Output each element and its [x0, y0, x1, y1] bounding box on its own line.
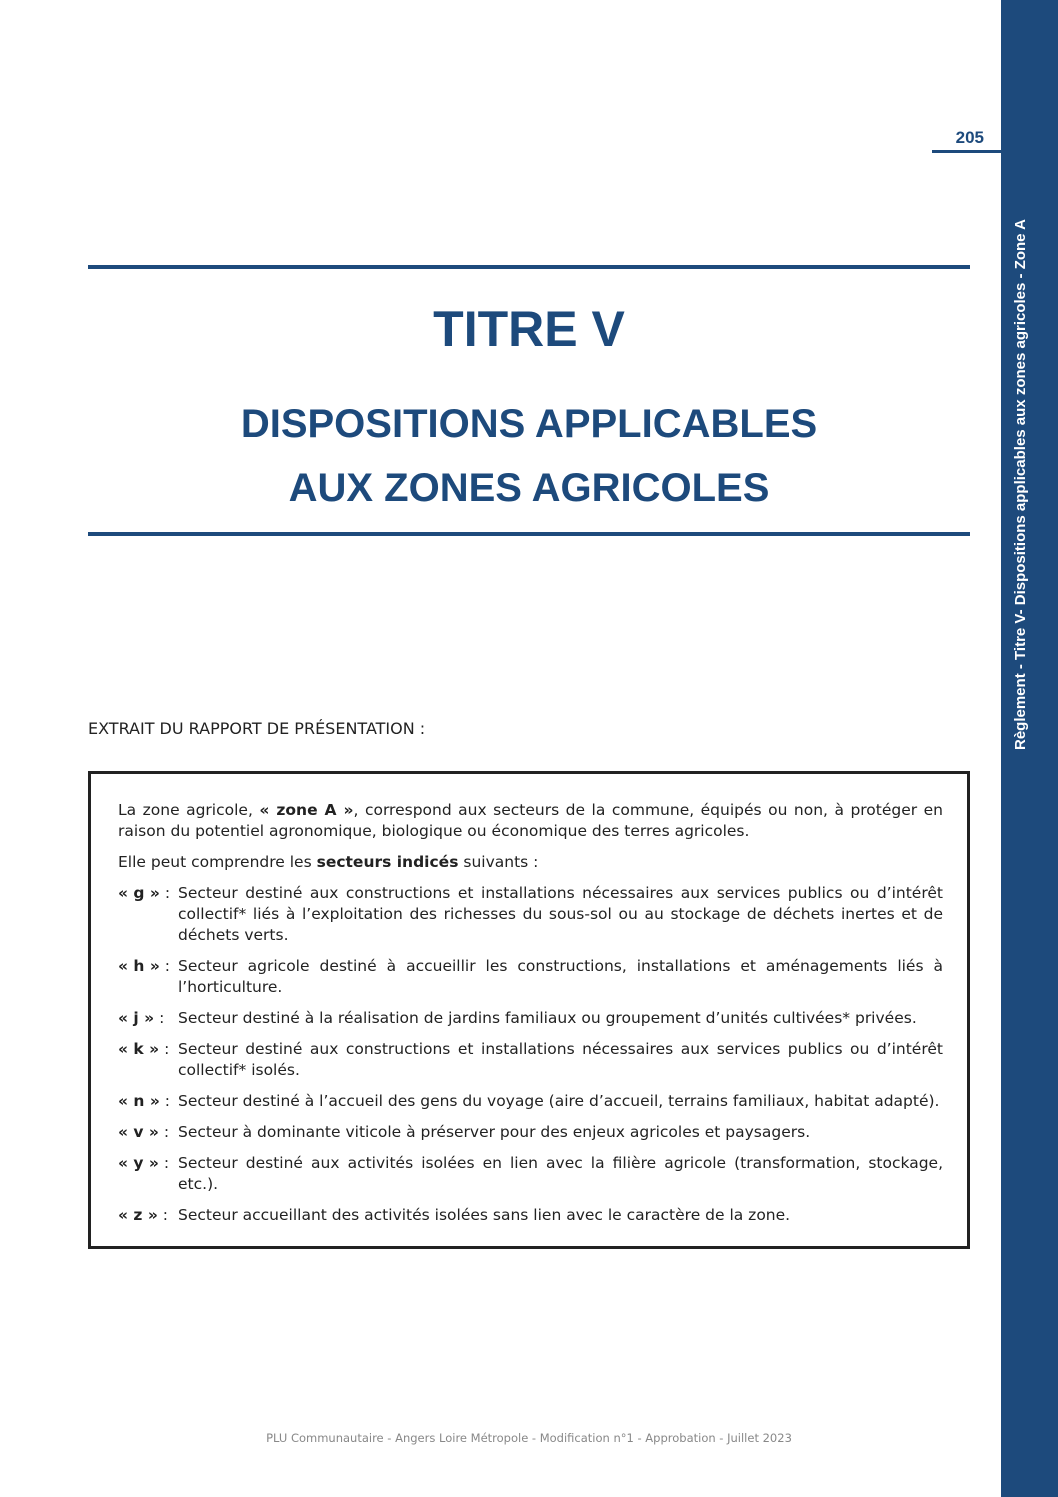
sector-description: Secteur destiné à la réalisation de jardins familiaux ou groupement d’unités cultivées* privées. — [178, 1009, 917, 1027]
intro-text-rest: , correspond aux secteurs de la commune, équipés ou non, à protéger en raison du potentiel agronomique, biologique ou économique des terres agricoles. — [118, 801, 944, 840]
sectors-bold: secteurs indicés — [316, 853, 459, 871]
sector-description: Secteur destiné aux activités isolées en lien avec la filière agricole (transformation, stockage, etc.). — [178, 1154, 943, 1193]
sector-description: Secteur accueillant des activités isolées sans lien avec le caractère de la zone. — [178, 1206, 791, 1224]
title-rule-top — [88, 265, 970, 269]
sector-code: « k » : — [118, 1040, 170, 1058]
intro-bold: « zone A » — [259, 801, 354, 819]
sector-item — [118, 1153, 943, 1195]
page-title: TITRE V — [433, 301, 625, 357]
sector-item — [118, 956, 943, 998]
sector-code: « y » : — [118, 1154, 170, 1172]
sector-item — [118, 883, 943, 946]
sector-description: Secteur destiné à l’accueil des gens du voyage (aire d’accueil, terrains familiaux, habitat adapté). — [178, 1092, 940, 1110]
side-band-text: Règlement - Titre V- Dispositions applicables aux zones agricoles - Zone A — [1012, 219, 1029, 750]
sector-description: Secteur agricole destiné à accueillir les constructions, installations et aménagements liés à l’horticulture. — [178, 957, 943, 996]
sector-description: Secteur destiné aux constructions et installations nécessaires aux services publics ou d’intérêt collectif* isolés. — [178, 1040, 943, 1079]
sector-item — [118, 1122, 943, 1143]
subtitle-line-1: DISPOSITIONS APPLICABLES — [240, 402, 818, 446]
page-number-rule — [932, 150, 1001, 153]
sector-description: Secteur à dominante viticole à préserver pour des enjeux agricoles et paysagers. — [178, 1123, 811, 1141]
sectors-text-rest: suivants : — [458, 853, 539, 871]
extract-box — [88, 771, 970, 1249]
footer: PLU Communautaire - Angers Loire Métropole - Modification n°1 - Approbation - Juillet 2023 — [266, 1431, 792, 1445]
title-rule-bottom — [88, 532, 970, 536]
sector-description: Secteur destiné aux constructions et installations nécessaires aux services publics ou d’intérêt collectif* liés à l’exploitation des richesses du sous-sol ou au stockage de déchets inertes et de déchets verts. — [178, 884, 943, 944]
page-number: 205 — [955, 128, 984, 147]
sector-code: « n » : — [118, 1092, 171, 1110]
intro-text: La zone agricole, — [118, 801, 260, 819]
sector-code: « g » : — [118, 884, 171, 902]
sector-code: « j » : — [118, 1009, 165, 1027]
sector-code: « z » : — [118, 1206, 168, 1224]
extrait-label: EXTRAIT DU RAPPORT DE PRÉSENTATION : — [88, 719, 426, 738]
page-subtitle — [88, 392, 970, 520]
sectors-paragraph — [118, 852, 943, 873]
sector-item — [118, 1039, 943, 1081]
sector-item — [118, 1008, 943, 1029]
sector-code: « h » : — [118, 957, 171, 975]
intro-paragraph — [118, 800, 943, 842]
sector-item — [118, 1091, 943, 1112]
sectors-text: Elle peut comprendre les — [118, 853, 317, 871]
subtitle-line-2: AUX ZONES AGRICOLES — [288, 466, 770, 510]
sector-item — [118, 1205, 943, 1226]
sector-list — [118, 883, 943, 1226]
sector-code: « v » : — [118, 1123, 170, 1141]
